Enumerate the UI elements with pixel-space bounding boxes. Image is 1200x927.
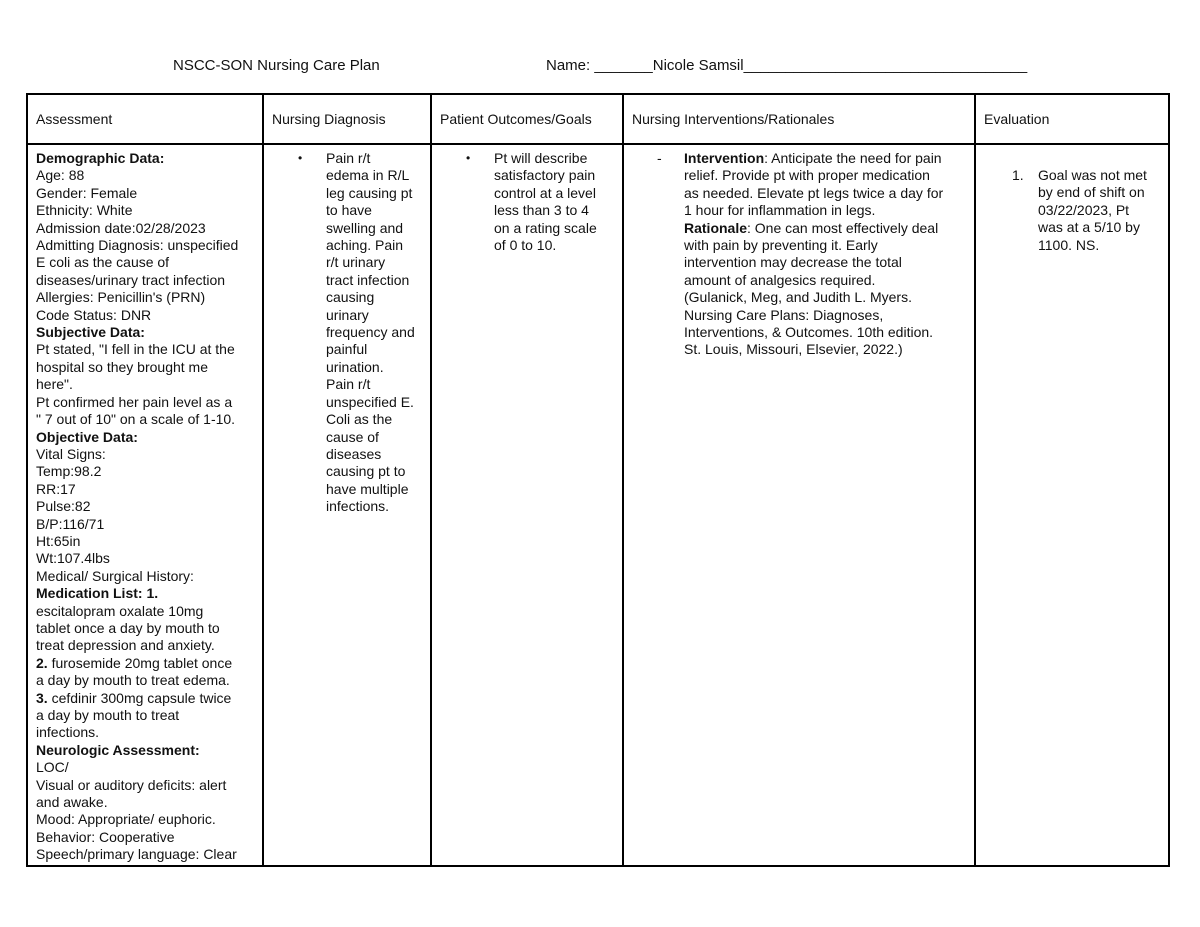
- subjective-line: Pt confirmed her pain level as a: [36, 393, 233, 410]
- rationale-line: St. Louis, Missouri, Elsevier, 2022.): [684, 341, 903, 358]
- diagnosis-cell: [263, 144, 431, 866]
- demographic-line: Admission date:02/28/2023: [36, 219, 206, 236]
- diagnosis-line: Coli as the: [326, 411, 393, 428]
- demographic-line: E coli as the cause of: [36, 254, 170, 271]
- rationale-line: intervention may decrease the total: [684, 254, 902, 271]
- objective-line: Wt:107.4lbs: [36, 550, 110, 567]
- outcome-line: of 0 to 10.: [494, 237, 557, 254]
- rationale-line: Nursing Care Plans: Diagnoses,: [684, 306, 884, 323]
- objective-line: Pulse:82: [36, 498, 91, 515]
- col-header-interventions: Nursing Interventions/Rationales: [623, 94, 975, 144]
- interventions-cell: [623, 144, 975, 866]
- diagnosis-line: frequency and: [326, 324, 415, 341]
- demographic-line: Admitting Diagnosis: unspecified: [36, 237, 239, 254]
- diagnosis-line: urination.: [326, 358, 384, 375]
- diagnosis-line: tract infection: [326, 271, 410, 288]
- neuro-line: LOC/: [36, 759, 69, 776]
- intervention-line: as needed. Elevate pt legs twice a day for: [684, 184, 944, 201]
- medication-line: treat depression and anxiety.: [36, 637, 215, 654]
- col-header-evaluation: Evaluation: [975, 94, 1169, 144]
- diagnosis-line: diseases: [326, 445, 382, 462]
- neuro-line: Mood: Appropriate/ euphoric.: [36, 811, 216, 828]
- intervention-text: : Anticipate the need for pain: [764, 150, 942, 166]
- diagnosis-line: cause of: [326, 428, 379, 445]
- intervention-line: 1 hour for inflammation in legs.: [684, 202, 876, 219]
- medication-line: [36, 655, 256, 672]
- document-title: NSCC-SON Nursing Care Plan: [173, 57, 380, 74]
- demographic-line: Age: 88: [36, 167, 85, 184]
- objective-line: Temp:98.2: [36, 463, 102, 480]
- rationale-text: : One can most effectively deal: [747, 219, 939, 236]
- diagnosis-line: have multiple: [326, 480, 409, 497]
- neuro-heading: Neurologic Assessment:: [36, 741, 200, 758]
- diagnosis-line: leg causing pt: [326, 184, 413, 201]
- diagnosis-line: Pain r/t: [326, 376, 371, 393]
- diagnosis-line: urinary: [326, 306, 369, 323]
- objective-line: Vital Signs:: [36, 445, 106, 462]
- medication-line: escitalopram oxalate 10mg: [36, 602, 204, 619]
- evaluation-line: was at a 5/10 by: [1038, 219, 1140, 236]
- diagnosis-line: r/t urinary: [326, 254, 386, 271]
- diagnosis-line: aching. Pain: [326, 237, 404, 254]
- bullet-icon: •: [466, 151, 471, 165]
- evaluation-number: 1.: [1012, 167, 1024, 183]
- demographic-line: Code Status: DNR: [36, 306, 152, 323]
- objective-line: Medical/ Surgical History:: [36, 567, 194, 584]
- objective-line: B/P:116/71: [36, 515, 105, 532]
- outcome-line: satisfactory pain: [494, 167, 596, 184]
- demographic-line: Gender: Female: [36, 184, 138, 201]
- intervention-label: Intervention: [684, 150, 765, 166]
- outcome-line: control at a level: [494, 184, 596, 201]
- diagnosis-line: to have: [326, 202, 372, 219]
- rationale-label: Rationale: [684, 219, 748, 236]
- medication-line: a day by mouth to treat: [36, 707, 180, 723]
- evaluation-line: 03/22/2023, Pt: [1038, 201, 1130, 218]
- rationale-line: amount of analgesics required.: [684, 271, 876, 288]
- medication-heading: Medication List: 1.: [36, 585, 159, 602]
- rationale-line: [684, 220, 973, 237]
- outcomes-text: [494, 150, 621, 254]
- outcome-line: on a rating scale: [494, 219, 597, 236]
- diagnosis-text: [326, 150, 429, 516]
- diagnosis-line: causing pt to: [326, 463, 406, 480]
- evaluation-line: Goal was not met: [1038, 167, 1147, 183]
- outcome-line: Pt will describe: [494, 150, 588, 166]
- diagnosis-line: painful: [326, 341, 368, 358]
- rationale-line: (Gulanick, Meg, and Judith L. Myers.: [684, 289, 912, 306]
- subjective-line: Pt stated, "I fell in the ICU at the: [36, 341, 235, 358]
- demographic-heading: Demographic Data:: [36, 150, 165, 166]
- diagnosis-line: unspecified E.: [326, 393, 414, 410]
- neuro-line: and awake.: [36, 794, 108, 811]
- objective-line: Ht:65in: [36, 532, 81, 549]
- medication-text: furosemide 20mg tablet once: [47, 654, 233, 671]
- col-header-diagnosis: Nursing Diagnosis: [263, 94, 431, 144]
- demographic-line: Ethnicity: White: [36, 202, 133, 219]
- subjective-line: here".: [36, 376, 73, 393]
- care-plan-table: [26, 93, 1170, 867]
- subjective-heading: Subjective Data:: [36, 324, 145, 341]
- intervention-line: relief. Provide pt with proper medication: [684, 167, 930, 184]
- dash-icon: -: [657, 150, 662, 166]
- medication-text: cefdinir 300mg capsule twice: [47, 689, 232, 706]
- neuro-line: Visual or auditory deficits: alert: [36, 776, 227, 793]
- demographic-line: Allergies: Penicillin's (PRN): [36, 289, 206, 306]
- objective-heading: Objective Data:: [36, 428, 138, 445]
- outcome-line: less than 3 to 4: [494, 202, 589, 219]
- evaluation-line: 1100. NS.: [1038, 236, 1100, 253]
- medication-line: [36, 690, 256, 707]
- evaluation-line: by end of shift on: [1038, 184, 1145, 201]
- diagnosis-line: edema in R/L: [326, 167, 410, 184]
- demographic-line: diseases/urinary tract infection: [36, 271, 226, 288]
- rationale-line: with pain by preventing it. Early: [684, 237, 878, 254]
- subjective-line: hospital so they brought me: [36, 358, 208, 375]
- objective-line: RR:17: [36, 480, 76, 497]
- rationale-line: Interventions, & Outcomes. 10th edition.: [684, 324, 934, 341]
- col-header-outcomes: Patient Outcomes/Goals: [431, 94, 623, 144]
- diagnosis-line: Pain r/t: [326, 150, 371, 166]
- evaluation-cell: [975, 144, 1169, 866]
- diagnosis-line: infections.: [326, 498, 390, 515]
- neuro-line: Behavior: Cooperative: [36, 828, 175, 845]
- student-name-line: Name: _______Nicole Samsil__________________________________: [546, 57, 1028, 74]
- diagnosis-line: swelling and: [326, 219, 404, 236]
- assessment-cell: [27, 144, 263, 866]
- medication-line: a day by mouth to treat edema.: [36, 672, 230, 689]
- col-header-assessment: Assessment: [27, 94, 263, 144]
- medication-number: 3.: [36, 689, 48, 706]
- content-row: [27, 144, 1169, 866]
- subjective-line: " 7 out of 10" on a scale of 1-10.: [36, 411, 236, 428]
- diagnosis-line: causing: [326, 289, 375, 306]
- outcomes-cell: [431, 144, 623, 866]
- medication-line: infections.: [36, 724, 100, 741]
- header-row: [27, 94, 1169, 144]
- intervention-line: [684, 150, 973, 167]
- bullet-icon: •: [298, 151, 303, 165]
- medication-number: 2.: [36, 654, 48, 671]
- medication-line: tablet once a day by mouth to: [36, 619, 220, 636]
- neuro-line: Speech/primary language: Clear: [36, 846, 237, 863]
